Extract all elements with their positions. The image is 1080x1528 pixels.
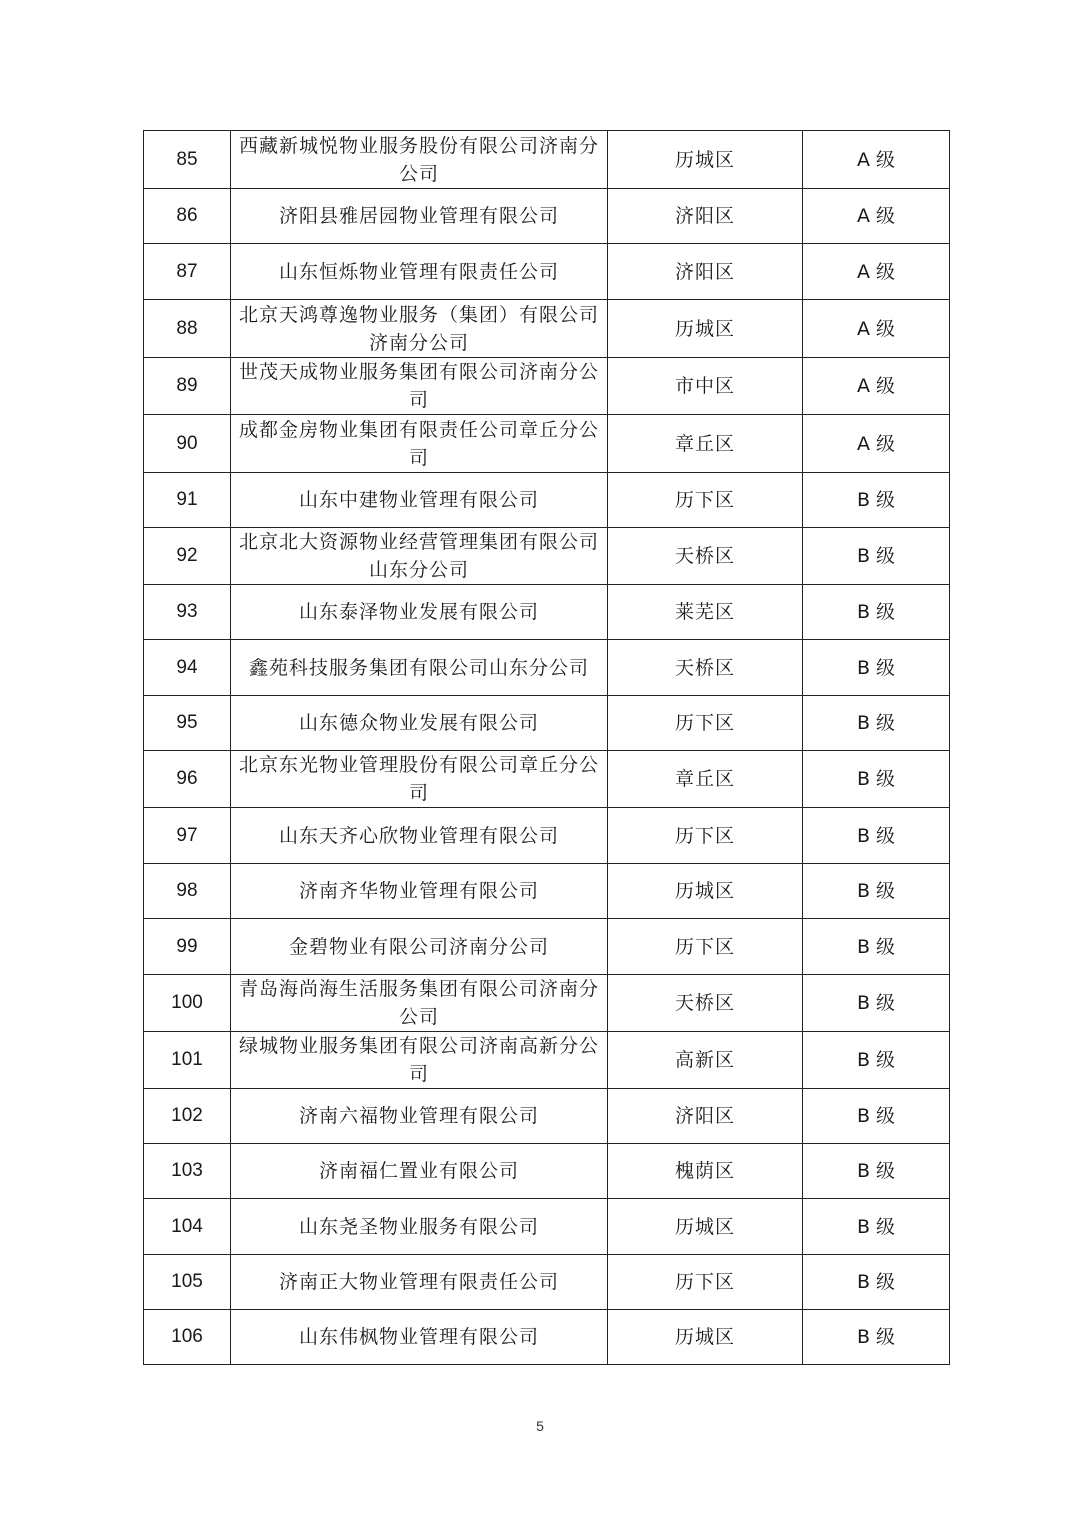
row-number: 100	[144, 975, 231, 1032]
district: 历下区	[608, 808, 803, 864]
grade: B 级	[803, 919, 950, 975]
table-row	[144, 415, 950, 473]
row-number: 86	[144, 189, 231, 244]
page-number: 5	[536, 1418, 544, 1434]
table-row	[144, 131, 950, 189]
company-name: 山东尧圣物业服务有限公司	[231, 1199, 608, 1255]
grade: B 级	[803, 585, 950, 640]
grade: A 级	[803, 244, 950, 300]
row-number: 103	[144, 1144, 231, 1199]
table-row	[144, 1199, 950, 1255]
district: 历城区	[608, 300, 803, 358]
district: 章丘区	[608, 415, 803, 473]
company-name: 西藏新城悦物业服务股份有限公司济南分公司	[231, 131, 608, 189]
row-number: 98	[144, 864, 231, 919]
table-row	[144, 1310, 950, 1365]
district: 历城区	[608, 864, 803, 919]
district: 天桥区	[608, 640, 803, 696]
company-name: 绿城物业服务集团有限公司济南高新分公司	[231, 1032, 608, 1089]
row-number: 88	[144, 300, 231, 358]
company-name: 山东天齐心欣物业管理有限公司	[231, 808, 608, 864]
grade: B 级	[803, 808, 950, 864]
table-row	[144, 1144, 950, 1199]
table-row	[144, 808, 950, 864]
row-number: 87	[144, 244, 231, 300]
district: 济阳区	[608, 1089, 803, 1144]
district: 莱芜区	[608, 585, 803, 640]
grade: A 级	[803, 300, 950, 358]
row-number: 90	[144, 415, 231, 473]
grade: B 级	[803, 975, 950, 1032]
district: 济阳区	[608, 244, 803, 300]
company-name: 北京东光物业管理股份有限公司章丘分公司	[231, 751, 608, 808]
district: 历下区	[608, 696, 803, 751]
company-name: 济阳县雅居园物业管理有限公司	[231, 189, 608, 244]
district: 章丘区	[608, 751, 803, 808]
row-number: 99	[144, 919, 231, 975]
district: 槐荫区	[608, 1144, 803, 1199]
grade: B 级	[803, 751, 950, 808]
grade: B 级	[803, 1199, 950, 1255]
table-row	[144, 473, 950, 528]
district: 历城区	[608, 1199, 803, 1255]
company-name: 北京天鸿尊逸物业服务（集团）有限公司济南分公司	[231, 300, 608, 358]
district: 历下区	[608, 919, 803, 975]
district: 历城区	[608, 1310, 803, 1365]
district: 高新区	[608, 1032, 803, 1089]
table-row	[144, 528, 950, 585]
grade: B 级	[803, 1089, 950, 1144]
row-number: 101	[144, 1032, 231, 1089]
company-name: 山东伟枫物业管理有限公司	[231, 1310, 608, 1365]
grade: B 级	[803, 864, 950, 919]
row-number: 89	[144, 358, 231, 415]
company-name: 北京北大资源物业经营管理集团有限公司山东分公司	[231, 528, 608, 585]
table-row	[144, 300, 950, 358]
company-name: 金碧物业有限公司济南分公司	[231, 919, 608, 975]
table-body	[144, 131, 950, 1365]
row-number: 92	[144, 528, 231, 585]
row-number: 93	[144, 585, 231, 640]
row-number: 102	[144, 1089, 231, 1144]
grade: A 级	[803, 358, 950, 415]
grade: B 级	[803, 696, 950, 751]
district: 天桥区	[608, 975, 803, 1032]
grade: B 级	[803, 528, 950, 585]
district: 济阳区	[608, 189, 803, 244]
company-name: 济南六福物业管理有限公司	[231, 1089, 608, 1144]
grade: B 级	[803, 1144, 950, 1199]
grade: B 级	[803, 1255, 950, 1310]
table-row	[144, 244, 950, 300]
row-number: 106	[144, 1310, 231, 1365]
table-row	[144, 640, 950, 696]
table-row	[144, 1032, 950, 1089]
district: 历下区	[608, 473, 803, 528]
row-number: 91	[144, 473, 231, 528]
row-number: 94	[144, 640, 231, 696]
table-row	[144, 696, 950, 751]
table-row	[144, 585, 950, 640]
table-row	[144, 1089, 950, 1144]
company-name: 山东恒烁物业管理有限责任公司	[231, 244, 608, 300]
grade: A 级	[803, 415, 950, 473]
company-name: 鑫苑科技服务集团有限公司山东分公司	[231, 640, 608, 696]
grade: A 级	[803, 189, 950, 244]
district: 历城区	[608, 131, 803, 189]
company-name: 山东德众物业发展有限公司	[231, 696, 608, 751]
row-number: 96	[144, 751, 231, 808]
grade: B 级	[803, 1032, 950, 1089]
company-name: 山东中建物业管理有限公司	[231, 473, 608, 528]
property-grade-table	[143, 130, 950, 1365]
company-name: 世茂天成物业服务集团有限公司济南分公司	[231, 358, 608, 415]
table-row	[144, 864, 950, 919]
table-row	[144, 1255, 950, 1310]
table-row	[144, 751, 950, 808]
company-name: 青岛海尚海生活服务集团有限公司济南分公司	[231, 975, 608, 1032]
row-number: 85	[144, 131, 231, 189]
company-name: 济南福仁置业有限公司	[231, 1144, 608, 1199]
company-name: 济南齐华物业管理有限公司	[231, 864, 608, 919]
grade: B 级	[803, 1310, 950, 1365]
row-number: 95	[144, 696, 231, 751]
company-name: 济南正大物业管理有限责任公司	[231, 1255, 608, 1310]
district: 天桥区	[608, 528, 803, 585]
table-row	[144, 919, 950, 975]
grade: B 级	[803, 640, 950, 696]
company-name: 成都金房物业集团有限责任公司章丘分公司	[231, 415, 608, 473]
grade: A 级	[803, 131, 950, 189]
row-number: 104	[144, 1199, 231, 1255]
row-number: 97	[144, 808, 231, 864]
table-row	[144, 358, 950, 415]
grade: B 级	[803, 473, 950, 528]
table-row	[144, 189, 950, 244]
row-number: 105	[144, 1255, 231, 1310]
district: 历下区	[608, 1255, 803, 1310]
company-name: 山东泰泽物业发展有限公司	[231, 585, 608, 640]
table-row	[144, 975, 950, 1032]
district: 市中区	[608, 358, 803, 415]
